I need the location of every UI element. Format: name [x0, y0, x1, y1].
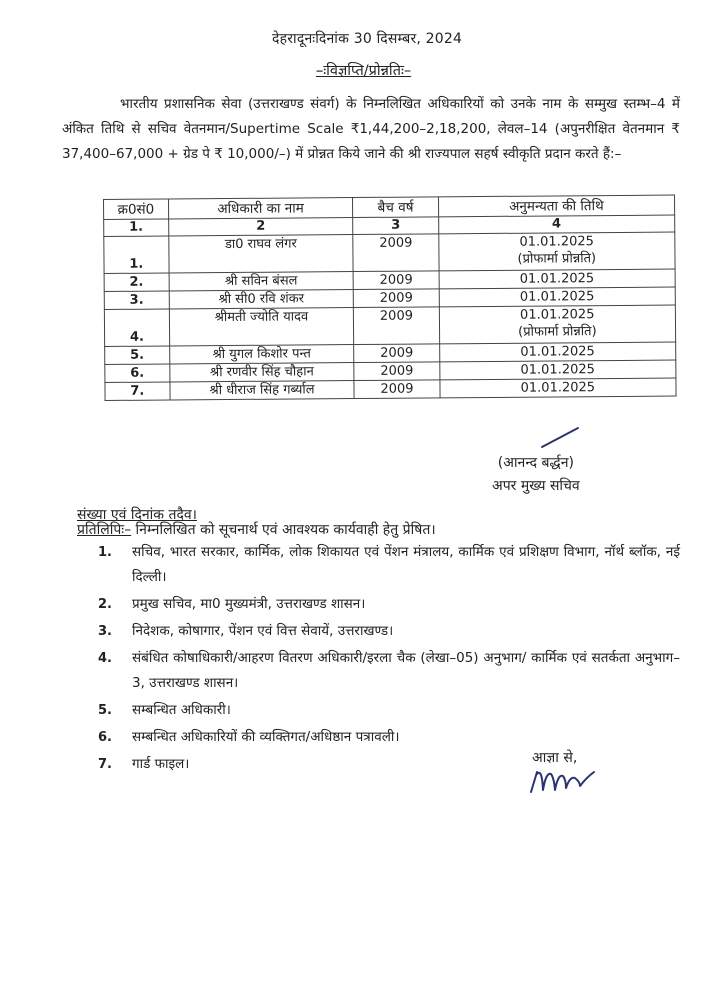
- list-item-text: सचिव, भारत सरकार, कार्मिक, लोक शिकायत एवं पेंशन मंत्रालय, कार्मिक एवं प्रशिक्षण विभाग, नॉर्थ ब्लॉक, नई दिल्ली।: [132, 544, 680, 585]
- effective-date: 01.01.2025: [520, 380, 596, 396]
- signatory-name: (आनन्द बर्द्धन): [497, 455, 574, 471]
- list-item-number: 7.: [98, 757, 112, 772]
- serial-number: 6.: [105, 364, 170, 383]
- header-effective-date: अनुमन्यता की तिथि: [438, 195, 675, 217]
- copy-to-list: [98, 540, 680, 779]
- header-batch-year: बैच वर्ष: [353, 197, 438, 218]
- signatory-designation: अपर मुख्य सचिव: [492, 478, 580, 494]
- list-item-text: गार्ड फाइल।: [132, 756, 190, 772]
- list-item-number: 5.: [98, 703, 112, 718]
- effective-date-cell: [439, 305, 676, 344]
- proforma-note: (प्रोफार्मा प्रोन्नति): [518, 324, 597, 340]
- list-item-text: निदेशक, कोषागार, पेंशन एवं वित्त सेवायें, उत्तराखण्ड।: [132, 623, 394, 639]
- effective-date-cell: [438, 232, 675, 271]
- effective-date-cell: [440, 378, 677, 398]
- effective-date: 01.01.2025: [519, 271, 595, 287]
- proforma-note: (प्रोफार्मा प्रोन्नति): [517, 251, 597, 267]
- officer-name: श्री धीराज सिंह गर्ब्याल: [170, 381, 355, 400]
- signature-mark: [540, 425, 580, 449]
- list-item-number: 1.: [98, 545, 112, 560]
- batch-year: 2009: [354, 344, 439, 363]
- notification-subject: –ःविज्ञप्ति/प्रोन्नतिः–: [316, 63, 412, 79]
- list-item-text: प्रमुख सचिव, मा0 मुख्यमंत्री, उत्तराखण्ड शासन।: [132, 596, 366, 612]
- list-item: [98, 725, 680, 750]
- officer-rows: [104, 232, 676, 400]
- table-row: [104, 232, 675, 273]
- serial-number: 5.: [105, 346, 170, 365]
- batch-year: 2009: [354, 307, 440, 345]
- officer-name: श्री रणवीर सिंह चौहान: [169, 363, 354, 382]
- serial-number: 3.: [104, 291, 169, 310]
- effective-date: 01.01.2025: [520, 362, 595, 378]
- effective-date-cell: [439, 269, 676, 289]
- table-row: [104, 305, 675, 346]
- batch-year: 2009: [354, 362, 439, 381]
- initials-signature: [528, 768, 608, 794]
- serial-number: 1.: [104, 236, 169, 274]
- list-item: [98, 540, 680, 590]
- batch-year: 2009: [353, 271, 438, 290]
- officer-name: श्री सविन बंसल: [169, 272, 354, 291]
- reference-line: संख्या एवं दिनांक तदैव।: [77, 507, 197, 523]
- table-row: [105, 378, 676, 400]
- list-item-text: सम्बन्धित अधिकारियों की व्यक्तिगत/अधिष्ठान पत्रावली।: [132, 729, 400, 745]
- effective-date-cell: [439, 342, 676, 362]
- list-item-number: 4.: [98, 651, 112, 666]
- effective-date: 01.01.2025: [520, 344, 595, 360]
- list-item: [98, 619, 680, 644]
- colnum-2: 2: [168, 218, 353, 236]
- effective-date: 01.01.2025: [519, 307, 595, 323]
- effective-date: 01.01.2025: [519, 234, 594, 250]
- serial-number: 7.: [105, 382, 170, 401]
- list-item-number: 2.: [98, 597, 112, 612]
- list-item-number: 3.: [98, 624, 112, 639]
- officer-name: श्रीमती ज्योति यादव: [169, 308, 354, 346]
- header-serial: क्र0सं0: [104, 199, 169, 220]
- serial-number: 2.: [104, 273, 169, 292]
- colnum-1: 1.: [104, 219, 169, 237]
- copy-to-label: प्रतिलिपिः–: [77, 522, 132, 538]
- batch-year: 2009: [354, 380, 439, 399]
- officer-name: श्री युगल किशोर पन्त: [169, 345, 354, 364]
- effective-date-cell: [439, 287, 676, 307]
- list-item-text: संबंधित कोषाधिकारी/आहरण वितरण अधिकारी/इरला चैक (लेखा–05) अनुभाग/ कार्मिक एवं सतर्कता अनुभाग–3, उत्तराखण्ड शासन।: [132, 650, 680, 691]
- effective-date: 01.01.2025: [519, 289, 595, 305]
- list-item-text: सम्बन्धित अधिकारी।: [132, 702, 231, 718]
- serial-number: 4.: [104, 309, 169, 347]
- signatory-block: [492, 452, 580, 498]
- list-item: [98, 698, 680, 723]
- intro-paragraph: [62, 92, 680, 167]
- officers-table: [103, 195, 677, 401]
- list-item: [98, 592, 680, 617]
- colnum-3: 3: [353, 217, 438, 235]
- list-item-number: 6.: [98, 730, 112, 745]
- effective-date-cell: [439, 360, 676, 380]
- officer-name: श्री सी0 रवि शंकर: [169, 290, 354, 309]
- list-item: [98, 646, 680, 696]
- by-order-text: आज्ञा से,: [532, 750, 578, 766]
- copy-to-line: [77, 520, 436, 539]
- colnum-4: 4: [438, 215, 675, 234]
- header-officer-name: अधिकारी का नाम: [168, 198, 353, 219]
- intro-text: भारतीय प्रशासनिक सेवा (उत्तराखण्ड संवर्ग) के निम्नलिखित अधिकारियों को उनके नाम के सम्मुख स्तम्भ–4 में अंकित तिथि से सचिव वेतनमान/Supertime Scale ₹1,44,200–2,18,200, लेवल–14 (अपुनरीक्षित वेतनमान ₹ 37,400–67,000 + ग्रेड पे ₹ 10,000/–) में प्रोन्नत किये जाने की श्री राज्यपाल सहर्ष स्वीकृति प्रदान करते हैं:–: [62, 96, 680, 162]
- batch-year: 2009: [354, 289, 439, 308]
- batch-year: 2009: [353, 234, 439, 272]
- officer-name: डा0 राघव लंगर: [168, 235, 353, 273]
- dateline: देहरादूनःदिनांक 30 दिसम्बर, 2024: [272, 31, 463, 47]
- copy-to-text: निम्नलिखित को सूचनार्थ एवं आवश्यक कार्यवाही हेतु प्रेषित।: [131, 522, 436, 538]
